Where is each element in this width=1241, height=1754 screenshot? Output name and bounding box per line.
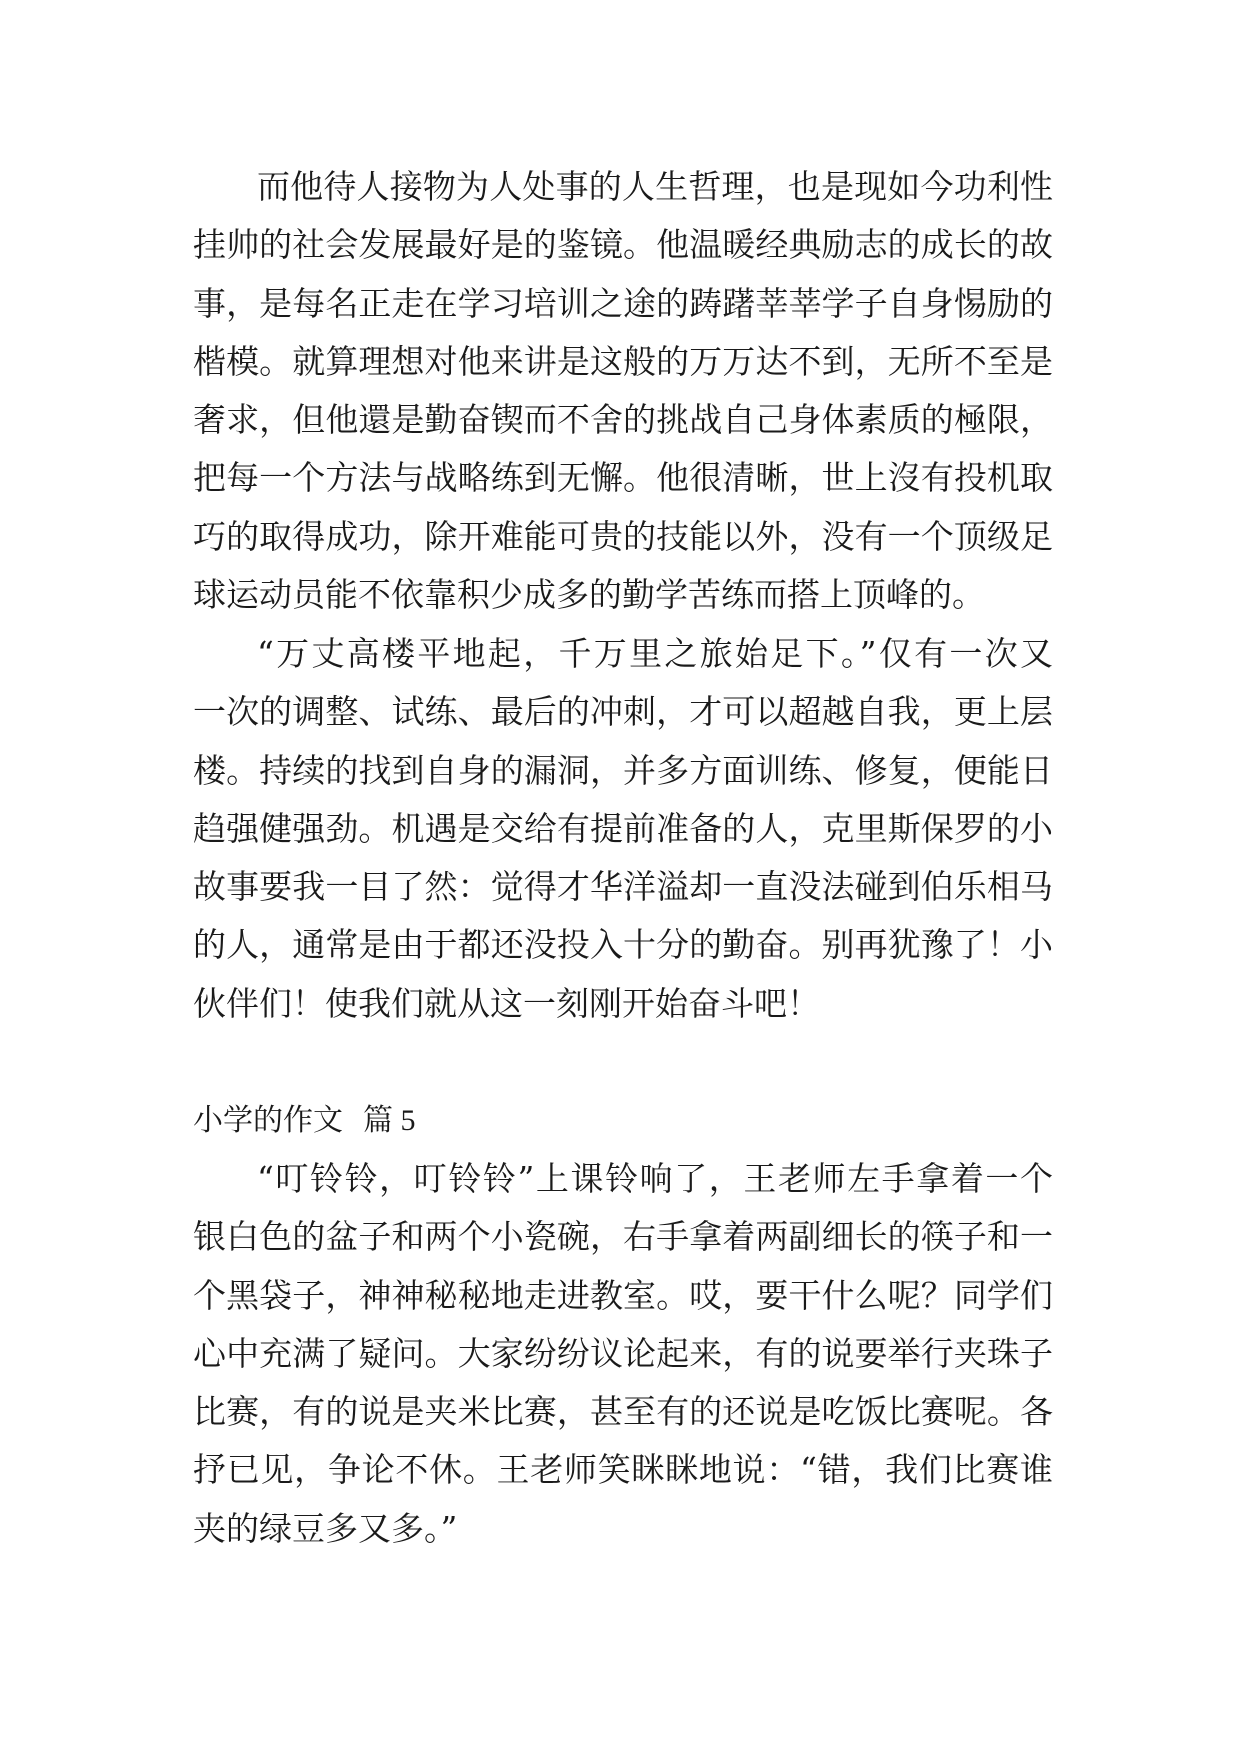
paragraph-line: 夹的绿豆多又多。” [193,1508,458,1548]
paragraph-line: 比赛，有的说是夹米比赛，甚至有的还说是吃饭比赛呢。各 [193,1392,1053,1432]
paragraph-line: 银白色的盆子和两个小瓷碗，右手拿着两副细长的筷子和一 [193,1217,1053,1257]
paragraph-line: 挂帅的社会发展最好是的鉴镜。他温暖经典励志的成长的故 [193,225,1053,265]
paragraph-line: 球运动员能不依靠积少成多的勤学苦练而搭上顶峰的。 [193,575,985,615]
paragraph-1 [193,158,1053,624]
paragraph-line: 楼。持续的找到自身的漏洞，并多方面训练、修复，便能日 [193,750,1053,790]
paragraph-line: 一次的调整、试练、最后的冲刺，才可以超越自我，更上层 [193,692,1053,732]
paragraph-line: 事，是每名正走在学习培训之途的踌躇莘莘学子自身惕励的 [193,283,1053,323]
paragraph-2 [193,625,1053,1033]
paragraph-line: 伙伴们！使我们就从这一刻刚开始奋斗吧！ [193,983,820,1023]
paragraph-line: 而他待人接物为人处事的人生哲理，也是现如今功利性 [257,167,1053,206]
section-title: 小学的作文 [193,1103,343,1138]
paragraph-line: 心中充满了疑问。大家纷纷议论起来，有的说要举行夹珠子 [193,1333,1053,1373]
paragraph-line: 抒已见，争论不休。王老师笑眯眯地说：“错，我们比赛谁 [193,1450,1053,1490]
paragraph-line: 把每一个方法与战略练到无懈。他很清晰，世上沒有投机取 [193,458,1053,498]
paragraph-line: 个黑袋子，神神秘秘地走进教室。哎，要干什么呢？同学们 [193,1275,1053,1315]
paragraph-line: “万丈高楼平地起，千万里之旅始足下。”仅有一次又 [257,634,1053,673]
paragraph-line: 趋强健强劲。机遇是交给有提前准备的人，克里斯保罗的小 [193,808,1053,848]
paragraph-line: 故事要我一目了然：觉得才华洋溢却一直没法碰到伯乐相马 [193,867,1053,907]
paragraph-line: “叮铃铃，叮铃铃”上课铃响了，王老师左手拿着一个 [257,1159,1053,1198]
paragraph-line: 奢求，但他還是勤奋锲而不舍的挑战自己身体素质的極限， [193,400,1053,440]
paragraph-line: 巧的取得成功，除开难能可贵的技能以外，没有一个顶级足 [193,516,1053,556]
section-number: 篇 5 [363,1104,416,1137]
paragraph-line: 的人，通常是由于都还没投入十分的勤奋。别再犹豫了！小 [193,925,1053,965]
section-heading [193,1092,416,1150]
paragraph-line: 楷模。就算理想对他来讲是这般的万万达不到，无所不至是 [193,341,1053,381]
paragraph-3 [193,1150,1053,1558]
